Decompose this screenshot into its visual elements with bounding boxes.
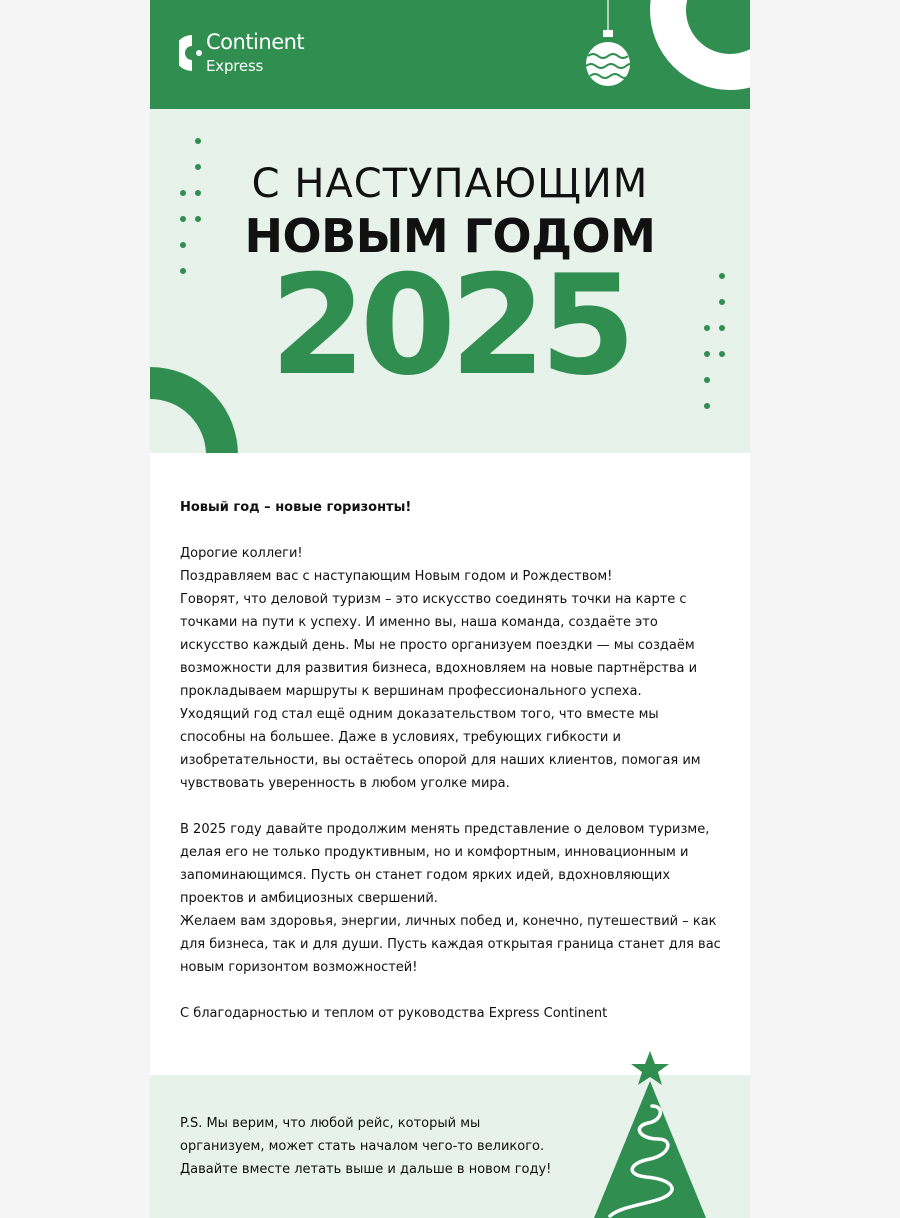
message-body — [180, 496, 725, 1025]
signature: С благодарностью и теплом от руководства Express Continent — [180, 1006, 608, 1021]
christmas-ornament-icon — [580, 0, 640, 92]
decorative-ring — [650, 0, 750, 90]
paragraph-4: В 2025 году давайте продолжим менять представление о деловом туризме, делая его не только продуктивным, но и комфортным, инновационным и запоминающимся. Пусть он станет годом ярких идей, вдохновляющих проектов и амбициозных свершений. — [180, 822, 710, 906]
paragraph-5: Желаем вам здоровья, энергии, личных побед и, конечно, путешествий – как для бизнеса, так и для души. Пусть каждая открытая граница станет для вас новым горизонтом возможностей! — [180, 914, 721, 975]
header-banner — [150, 0, 750, 109]
logo-text-continent: Continent — [206, 30, 305, 54]
paragraph-1: Поздравляем вас с наступающим Новым годом и Рождеством! — [180, 569, 613, 584]
decorative-dots-right — [700, 271, 730, 411]
hero-title-line1: С НАСТУПАЮЩИМ — [251, 161, 649, 207]
postscript-line-1: P.S. Мы верим, что любой рейс, который мы — [180, 1116, 481, 1131]
message-heading: Новый год – новые горизонты! — [180, 500, 412, 515]
postscript — [180, 1112, 570, 1181]
logo-text-express: Express — [206, 57, 264, 75]
logo-mark-icon — [179, 33, 205, 73]
hero-year: 2025 — [269, 245, 631, 406]
brand-logo[interactable] — [179, 30, 329, 78]
decorative-arc — [150, 365, 240, 453]
paragraph-2: Говорят, что деловой туризм – это искусство соединять точки на карте с точками на пути к успеху. И именно вы, наша команда, создаёте это искусство каждый день. Мы не просто организуем поездки — мы создаём возможности для развития бизнеса, вдохновляем на новые партнёрства и прокладываем маршруты к вершинам профессионального успеха. — [180, 592, 698, 699]
star-icon — [631, 1051, 669, 1085]
christmas-tree-icon — [590, 1051, 710, 1218]
hero-banner — [150, 109, 750, 453]
paragraph-3: Уходящий год стал ещё одним доказательством того, что вместе мы способны на большее. Даже в условиях, требующих гибкости и изобретательности, вы остаётесь опорой для наших клиентов, помогая им чувствовать уверенность в любом уголке мира. — [180, 707, 701, 791]
email-container — [150, 0, 750, 1218]
postscript-line-2: организуем, может стать началом чего-то великого. — [180, 1139, 545, 1154]
postscript-line-3: Давайте вместе летать выше и дальше в новом году! — [180, 1162, 552, 1177]
hero-title-line2: НОВЫМ ГОДОМ — [244, 209, 656, 263]
greeting: Дорогие коллеги! — [180, 546, 303, 561]
footer-banner — [150, 1075, 750, 1218]
